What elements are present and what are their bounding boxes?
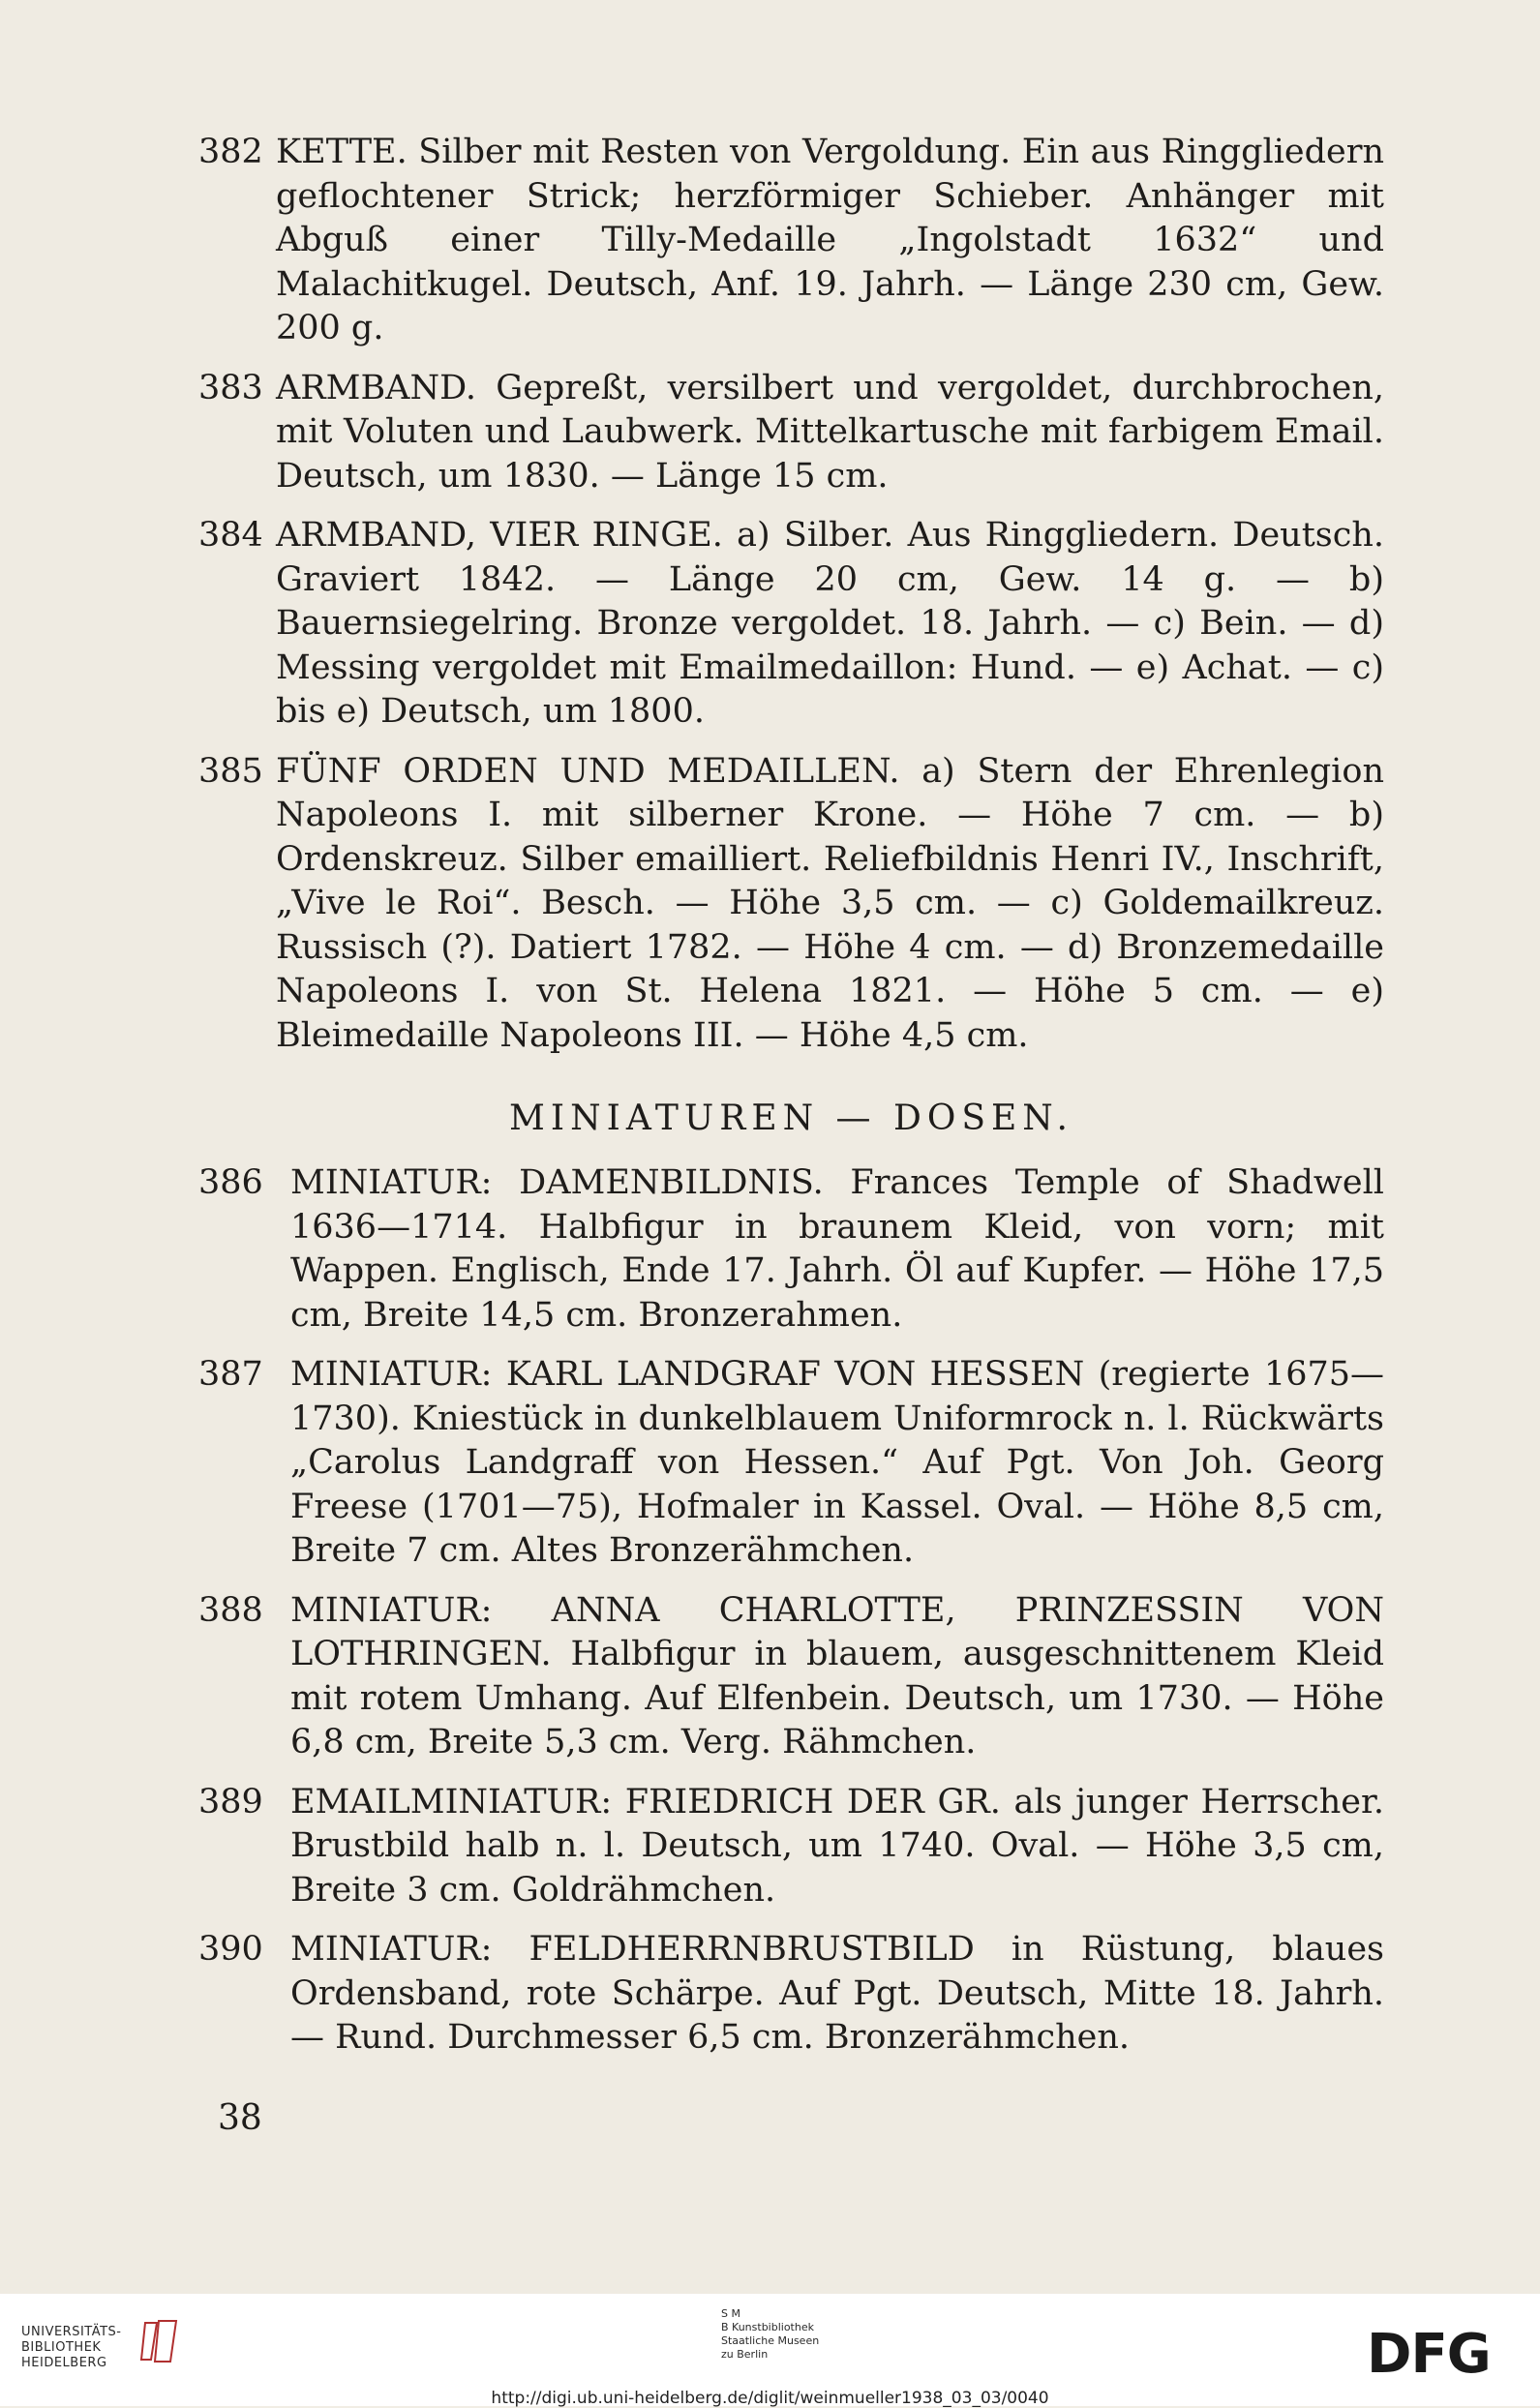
entry-number: 382 — [198, 133, 263, 171]
entries-miniatures — [198, 1161, 1384, 2061]
smb-kunstbibliothek-logo[interactable] — [721, 2307, 819, 2362]
university-line: BIBLIOTHEK — [21, 2340, 102, 2355]
entry-text: MINIATUR: KARL LANDGRAF VON HESSEN (regierte 1675—1730). Kniestück in dunkelblauem Uniformrock n. l. Rückwärts „Carolus Landgraff von Hessen.“ Auf Pgt. Von Joh. Georg Freese (1701—75), Hofmaler in Kassel. Oval. — Höhe 8,5 cm, Breite 7 cm. Altes Bronzerähmchen. — [290, 1355, 1384, 1570]
entry-text: KETTE. Silber mit Resten von Vergoldung. Ein aus Ringgliedern geflochtener Strick; herzförmiger Schieber. Anhänger mit Abguß einer Tilly-Medaille „Ingolstadt 1632“ und Malachitkugel. Deutsch, Anf. 19. Jahrh. — Länge 230 cm, Gew. 200 g. — [276, 133, 1384, 347]
entry-number: 385 — [198, 751, 263, 791]
page-content — [198, 131, 1384, 2076]
entries-jewelry — [198, 131, 1384, 1058]
dfg-logo[interactable]: DFG — [1367, 2323, 1491, 2386]
catalog-entry — [198, 131, 1384, 351]
catalog-entry — [198, 1161, 1384, 1338]
entry-text: MINIATUR: DAMENBILDNIS. Frances Temple of Shadwell 1636—1714. Halbfigur in braunem Kleid, von vorn; mit Wappen. Englisch, Ende 17. Jahrh. Öl auf Kupfer. — Höhe 17,5 cm, Breite 14,5 cm. Bronzerahmen. — [290, 1163, 1384, 1335]
smb-line: S M — [721, 2307, 740, 2320]
entry-number: 383 — [198, 368, 263, 407]
university-line: HEIDELBERG — [21, 2356, 107, 2370]
entry-text: ARMBAND. Gepreßt, versilbert und vergoldet, durchbrochen, mit Voluten und Laubwerk. Mittelkartusche mit farbigem Email. Deutsch, um 1830. — Länge 15 cm. — [276, 368, 1384, 496]
entry-text: EMAILMINIATUR: FRIEDRICH DER GR. als junger Herrscher. Brustbild halb n. l. Deutsch, um 1740. Oval. — Höhe 3,5 cm, Breite 3 cm. Goldrähmchen. — [290, 1782, 1384, 1910]
catalog-entry — [198, 1928, 1384, 2061]
entry-number: 388 — [198, 1590, 263, 1630]
catalog-entry — [198, 1589, 1384, 1765]
library-emblem-icon — [137, 2317, 184, 2365]
catalog-entry — [198, 1781, 1384, 1913]
smb-line: zu Berlin — [721, 2348, 769, 2361]
university-library-logo[interactable] — [21, 2325, 122, 2371]
smb-line: Staatliche Museen — [721, 2334, 820, 2347]
smb-line: B Kunstbibliothek — [721, 2321, 814, 2333]
page-number: 38 — [218, 2098, 262, 2138]
entry-number: 384 — [198, 516, 263, 555]
entry-number: 386 — [198, 1163, 263, 1202]
footer-bar — [0, 2294, 1540, 2406]
catalog-entry — [198, 514, 1384, 735]
catalog-entry — [198, 1353, 1384, 1574]
university-line: UNIVERSITÄTS- — [21, 2325, 122, 2339]
section-title: MINIATUREN — DOSEN. — [509, 1099, 1073, 1138]
catalog-entry — [198, 367, 1384, 499]
entry-text: MINIATUR: ANNA CHARLOTTE, PRINZESSIN VON LOTHRINGEN. Halbfigur in blauem, ausgeschnittenem Kleid mit rotem Umhang. Auf Elfenbein. Deutsch, um 1730. — Höhe 6,8 cm, Breite 5,3 cm. Verg. Rähmchen. — [290, 1590, 1384, 1761]
entry-number: 389 — [198, 1782, 263, 1821]
entry-text: MINIATUR: FELDHERRNBRUSTBILD in Rüstung, blaues Ordensband, rote Schärpe. Auf Pgt. Deutsch, Mitte 18. Jahrh. — Rund. Durchmesser 6,5 cm. Bronzerähmchen. — [290, 1930, 1384, 2057]
entry-text: FÜNF ORDEN UND MEDAILLEN. a) Stern der Ehrenlegion Napoleons I. mit silberner Krone. — Höhe 7 cm. — b) Ordenskreuz. Silber emailliert. Reliefbildnis Henri IV., Inschrift, „Vive le Roi“. Besch. — Höhe 3,5 cm. — c) Goldemailkreuz. Russisch (?). Datiert 1782. — Höhe 4 cm. — d) Bronzemedaille Napoleons I. von St. Helena 1821. — Höhe 5 cm. — e) Bleimedaille Napoleons III. — Höhe 4,5 cm. — [276, 751, 1384, 1055]
entry-number: 390 — [198, 1930, 263, 1969]
permalink-url[interactable]: http://digi.ub.uni-heidelberg.de/diglit/weinmueller1938_03_03/0040 — [491, 2389, 1049, 2408]
catalog-entry — [198, 750, 1384, 1059]
entry-number: 387 — [198, 1355, 263, 1394]
entry-text: ARMBAND, VIER RINGE. a) Silber. Aus Ringgliedern. Deutsch. Graviert 1842. — Länge 20 cm, Gew. 14 g. — b) Bauernsiegelring. Bronze vergoldet. 18. Jahrh. — c) Bein. — d) Messing vergoldet mit Emailmedaillon: Hund. — e) Achat. — c) bis e) Deutsch, um 1800. — [276, 516, 1384, 731]
